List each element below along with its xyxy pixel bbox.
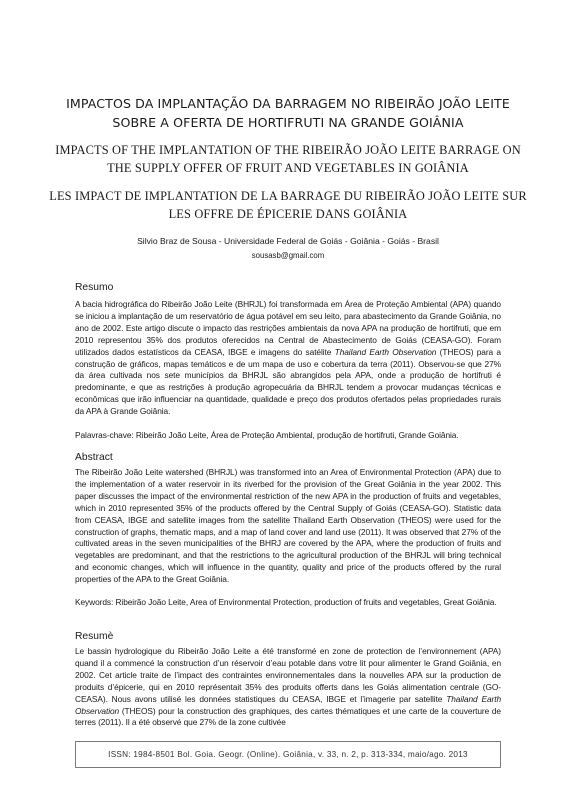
resume-text-part2: (THEOS) pour la construction des graphiques, des cartes thématiques et une carte de la couverture de terres (2011). Il a été observé que 27% de la zone cultivée xyxy=(75,705,501,728)
resume-body xyxy=(75,646,501,729)
resume-satellite-italic: Thailand Earth Observation xyxy=(75,693,501,716)
abstract-keywords: Keywords: Ribeirão João Leite, Area of Environmental Protection, production of fruits and vegetables, Great Goiânia. xyxy=(75,597,497,607)
title-english: IMPACTS OF THE IMPLANTATION OF THE RIBEIRÃO JOÃO LEITE BARRAGE ON THE SUPPLY OFFER OF FRUIT AND VEGETABLES IN GOIÂNIA xyxy=(55,143,521,175)
abstract-heading: Abstract xyxy=(75,452,113,463)
resumo-text-part2: (THEOS) para a construção de gráficos, mapas temáticos e de um mapa de uso e cobertura da terra (2011). Observou-se que 27% da área cultivada nos sete municípios da BHRJL são abrangidos pela APA, onde a produção de hortifruti é predominante, e que as restrições à produção agropecuária da BHRJL tendem a provocar mudanças técnicas e econômicas que irão influenciar na quantidade, qualidade e preço dos produtos ofertados pelas propriedades rurais da APA à Grande Goiânia. xyxy=(75,346,501,417)
citation-footer-text: ISSN: 1984-8501 Bol. Goia. Geogr. (Online). Goiânia, v. 33, n. 2, p. 313-334, maio/ago. 2013 xyxy=(108,750,468,759)
resumo-heading: Resumo xyxy=(75,282,114,293)
title-portuguese: IMPACTOS DA IMPLANTAÇÃO DA BARRAGEM NO RIBEIRÃO JOÃO LEITE SOBRE A OFERTA DE HORTIFRUTI NA GRANDE GOIÂNIA xyxy=(66,96,510,130)
citation-footer xyxy=(75,741,501,768)
abstract-body: The Ribeirão João Leite watershed (BHRJL) was transformed into an Area of Environmental Protection (APA) due to the implementation of a water reservoir in its riverbed for the provision of the Great Goiânia in the year 2002. This paper discusses the impact of the environmental restriction of the new APA in the production of fruits and vegetables, which in 2010 represented 35% of the products offered by the Central Supply of Goiás (CEASA-GO). Statistic data from CEASA, IBGE and satellite images from the satellite Thailand Earth Observation (THEOS) were used for the construction of graphs, thematic maps, and a map of land cover and land use (2011). It was observed that 27% of the cultivated areas in the seven municipalities of the BHRJ are covered by the APA, where the production of fruits and vegetables are predominant, and that the restrictions to the agricultural production of the BHRJL will bring technical and economic changes, which will influence in the quantity, quality and price of the products offered by the rural properties of the APA to the Great Goiânia. xyxy=(75,467,501,585)
resumo-body xyxy=(75,299,501,418)
author-email[interactable]: sousasb@gmail.com xyxy=(251,251,325,260)
resume-text-part1: Le bassin hydrologique du Ribeirão João Leite a été transformé en zone de protection de l’environnement (APA) quand il a commencé la construction d’un réservoir d’eau potable dans votre lit pour alimenter le Grand Goiânia, en 2002. Cet article traite de l’impact des contraintes environnementales dans la nouvelles APA sur la production de produits d’épicerie, qui en 2010 représentait 35% des produits offerts dans les Goiás alimentation centrale (GO-CEASA). Nous avons utilisé les données statistiques du CEASA, IBGE et l’imagerie par satellite xyxy=(75,646,501,704)
title-french: LES IMPACT DE IMPLANTATION DE LA BARRAGE DU RIBEIRÃO JOÃO LEITE SUR LES OFFRE DE ÉPICERIE DANS GOIÂNIA xyxy=(49,189,527,221)
author-affiliation: Silvio Braz de Sousa - Universidade Federal de Goiás - Goiânia - Goiás - Brasil xyxy=(137,236,439,246)
resume-heading: Resumè xyxy=(75,631,114,642)
resumo-keywords: Palavras-chave: Ribeirão João Leite, Área de Proteção Ambiental, produção de hortifruti, Grande Goiânia. xyxy=(75,430,459,440)
resumo-text-part1: A bacia hidrográfica do Ribeirão João Leite (BHRJL) foi transformada em Área de Proteção Ambiental (APA) quando se iniciou a implantação de um reservatório de água potável em seu leito, para abastecimento da Grande Goiânia, no ano de 2002. Este artigo discute o impacto das restrições ambientais da nova APA na produção de hortifruti, que em 2010 representou 35% dos produtos oferecidos na Central de Abastecimento de Goiás (CEASA-GO). Foram utilizados dados estatísticos da CEASA, IBGE e imagens do satélite xyxy=(75,299,501,357)
resumo-satellite-italic: Thailand Earth Observation xyxy=(334,346,437,357)
